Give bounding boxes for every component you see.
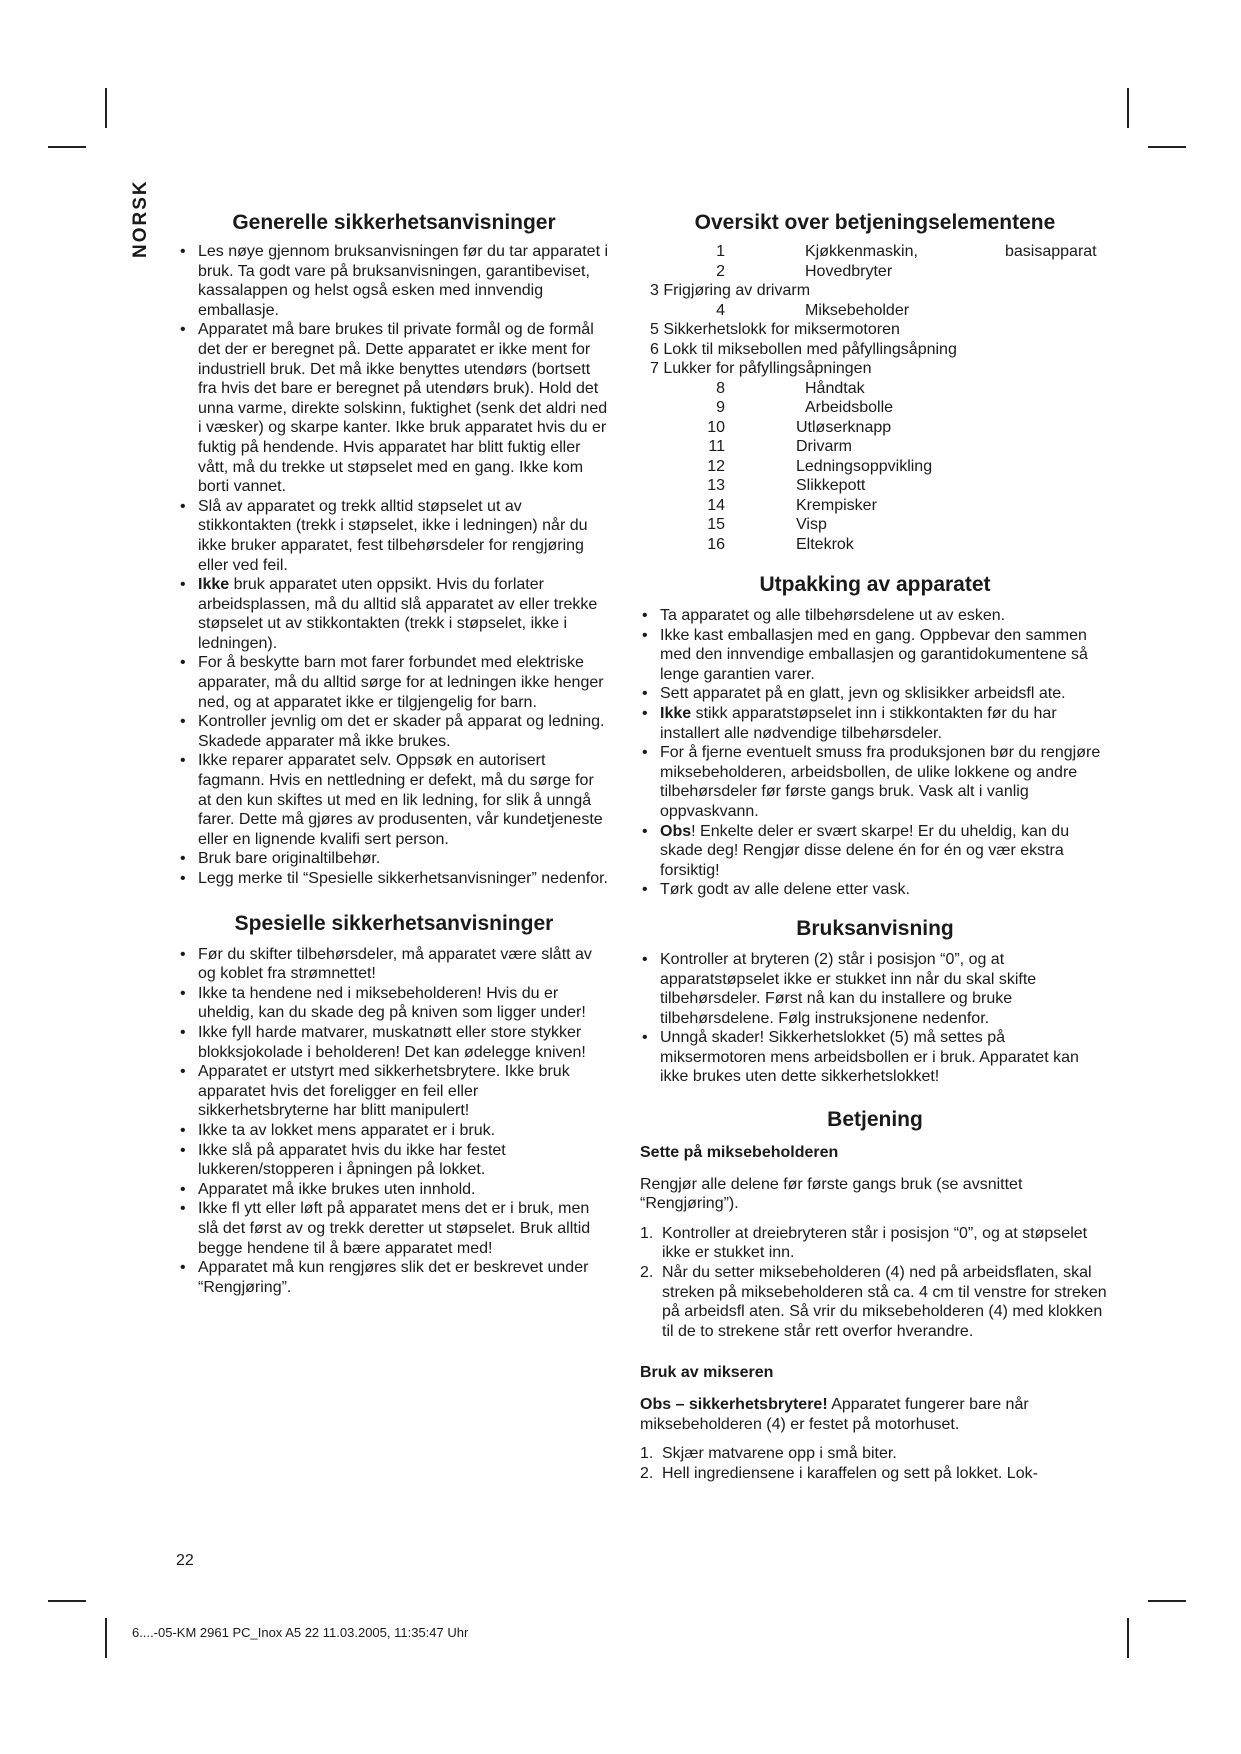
list-item: • Bruk bare originaltilbehør.: [178, 849, 610, 869]
subheading-mount: Sette på miksebeholderen: [640, 1144, 839, 1162]
overview-row: [640, 437, 1110, 457]
step-number: 1.: [640, 1445, 654, 1463]
overview-label: Ledningsoppvikling: [796, 457, 933, 475]
overview-number: 8: [716, 379, 725, 397]
heading-operation: Betjening: [827, 1108, 923, 1132]
list-item-text: bruk apparatet uten oppsikt. Hvis du forlater arbeidsplassen, må du alltid slå apparatet av eller trekke støpselet ut av stikkontakten (trekk i støpselet, ikke i ledningen).: [198, 576, 598, 652]
crop-mark-top-right-v: [1127, 88, 1129, 128]
list-item-text: stikk apparatstøpselet inn i stikkontakten før du har installert alle nødvendige tilbehørsdeler.: [660, 704, 1057, 742]
use-warning: [640, 1395, 1110, 1434]
mount-steps: [640, 1224, 1110, 1342]
overview-row: [640, 340, 1110, 360]
list-item: [640, 1464, 1110, 1484]
list-item: • Ikke fyll harde matvarer, muskatnøtt eller store stykker blokksjokolade i beholderen! Det kan ødelegge kniven!: [178, 1023, 610, 1062]
heading-special-safety: Spesielle sikkerhetsanvisninger: [234, 911, 554, 935]
right-column: [640, 210, 1110, 1483]
mount-intro: Rengjør alle delene før første gangs bruk (se avsnittet “Rengjøring”).: [640, 1175, 1023, 1213]
overview-label: Kjøkkenmaskin,: [805, 243, 918, 260]
list-item: [640, 1444, 1110, 1464]
list-item: [640, 1224, 1110, 1263]
overview-number: 2: [716, 262, 725, 280]
list-item: • Kontroller jevnlig om det er skader på apparat og ledning. Skadede apparater må ikke brukes.: [178, 712, 610, 751]
step-number: 2.: [640, 1464, 654, 1482]
overview-label: Håndtak: [805, 379, 865, 397]
step-text: Når du setter miksebeholderen (4) ned på arbeidsflaten, skal streken på miksebeholderen stå ca. 4 cm til venstre for streken på arbeidsfl aten. Så vrir du miksebeholderen (4) med klokken til de to strekene står rett overfor hverandre.: [662, 1264, 1107, 1340]
overview-label: Visp: [796, 516, 827, 533]
warning-label: Obs – sikkerhetsbrytere!: [640, 1396, 828, 1413]
emphasis: Obs: [660, 822, 692, 840]
list-item: • Kontroller at bryteren (2) står i posisjon “0”, og at apparatstøpselet ikke er stukket inn når du skal skifte tilbehørsdeler. Først nå kan du installere og bruke tilbehørsdelene. Følg instruksjonene nedenfor.: [640, 950, 1110, 1028]
warning-text: Apparatet fungerer bare når miksebeholderen (4) er festet på motorhuset.: [640, 1396, 1029, 1433]
list-item: • Apparatet må bare brukes til private formål og de formål det der er beregnet på. Dette apparatet er ikke ment for industriell bruk. Det må ikke benyttes utendørs (bortsett fra hvis det bare er beregnet på utendørs bruk). Hold det unna varme, direkte solskinn, fuktighet (senk det aldri ned i væsker) og skarpe kanter. Ikke bruk apparatet hvis du er fuktig på hendende. Hvis apparatet har blitt fuktig eller vått, må du trekke ut støpselet med en gang. Ikke kom borti vannet.: [178, 320, 610, 496]
overview-label: Eltekrok: [796, 535, 854, 553]
unpacking-list: [640, 606, 1110, 900]
emphasis: Ikke: [660, 704, 692, 722]
overview-row: [640, 301, 1110, 321]
overview-label: Utløserknapp: [796, 418, 892, 436]
overview-label: Arbeidsbolle: [805, 399, 894, 416]
overview-label: Drivarm: [796, 438, 852, 455]
crop-mark-bottom-left-v: [105, 1618, 107, 1658]
overview-label: 5 Sikkerhetslokk for miksermotoren: [650, 321, 900, 338]
list-item: • Sett apparatet på en glatt, jevn og sklisikker arbeidsfl ate.: [640, 684, 1110, 704]
overview-row: [640, 398, 1110, 418]
overview-row: [640, 535, 1110, 555]
overview-number: 1: [716, 243, 725, 260]
overview-row: [640, 281, 1110, 301]
special-safety-list: [178, 945, 610, 1298]
list-item: • For å beskytte barn mot farer forbundet med elektriske apparater, må du alltid sørge for at ledningen ikke henger ned, og at apparatet ikke er tilgjengelig for barn.: [178, 653, 610, 712]
list-item: • Apparatet er utstyrt med sikkerhetsbrytere. Ikke bruk apparatet hvis det foreligger en feil eller sikkerhetsbryterne har blitt manipulert!: [178, 1062, 610, 1121]
heading-usage: Bruksanvisning: [796, 916, 954, 940]
overview-label: Krempisker: [796, 496, 877, 514]
crop-mark-top-left-h: [48, 146, 86, 148]
overview-list: [640, 242, 1110, 554]
list-item: • Ikke ta hendene ned i miksebeholderen! Hvis du er uheldig, kan du skade deg på kniven som ligger under!: [178, 984, 610, 1023]
list-item: • Ikke reparer apparatet selv. Oppsøk en autorisert fagmann. Hvis en nettledning er defekt, må du sørge for at den kun skiftes ut med en lik ledning, for slik å unngå farer. Dette må gjøres av produsenten, vår kundetjeneste eller en lignende kvalifi sert person.: [178, 751, 610, 849]
overview-row: [640, 457, 1110, 477]
overview-number: 14: [707, 496, 725, 514]
step-text: Hell ingrediensene i karaffelen og sett på lokket. Lok-: [662, 1464, 1038, 1482]
overview-number: 9: [716, 399, 725, 416]
overview-row: [640, 496, 1110, 516]
list-item: • Unngå skader! Sikkerhetslokket (5) må settes på miksermotoren mens arbeidsbollen er i bruk. Apparatet kan ikke brukes uten dette sikkerhetslokket!: [640, 1028, 1110, 1087]
overview-number: 16: [707, 535, 725, 553]
overview-label: Hovedbryter: [805, 262, 893, 280]
list-item: • Slå av apparatet og trekk alltid støpselet ut av stikkontakten (trekk i støpselet, ikke i ledningen) når du ikke bruker apparatet, fest tilbehørsdeler for rengjøring eller ved feil.: [178, 497, 610, 575]
overview-label: Slikkepott: [796, 477, 866, 494]
print-info: 6....-05-KM 2961 PC_Inox A5 22 11.03.2005, 11:35:47 Uhr: [132, 1625, 469, 1640]
overview-row: [640, 418, 1110, 438]
overview-label: 7 Lukker for påfyllingsåpningen: [650, 360, 872, 377]
overview-row: [640, 359, 1110, 379]
list-item: • Ikke ta av lokket mens apparatet er i bruk.: [178, 1121, 610, 1141]
list-item: • Ikke fl ytt eller løft på apparatet mens det er i bruk, men slå det først av og trekk deretter ut støpselet. Bruk alltid begge hendene til å bære apparatet med!: [178, 1199, 610, 1258]
overview-row: [640, 476, 1110, 496]
list-item: • Ikke slå på apparatet hvis du ikke har festet lukkeren/stopperen i åpningen på lokket.: [178, 1141, 610, 1180]
list-item-text: ! Enkelte deler er svært skarpe! Er du uheldig, kan du skade deg! Rengjør disse delene én for én og vær ekstra forsiktig!: [660, 822, 1070, 879]
list-item: • Les nøye gjennom bruksanvisningen før du tar apparatet i bruk. Ta godt vare på bruksanvisningen, garantibeviset, kassalappen og helst også esken med innvendig emballasje.: [178, 242, 610, 320]
subheading-use: Bruk av mikseren: [640, 1364, 774, 1382]
list-item: [640, 704, 1110, 743]
use-steps: [640, 1444, 1110, 1483]
crop-mark-bottom-right-h: [1148, 1600, 1186, 1602]
left-column: [178, 210, 610, 1297]
overview-number: 12: [707, 457, 725, 475]
list-item: • Tørk godt av alle delene etter vask.: [640, 880, 1110, 900]
overview-number: 4: [716, 301, 725, 319]
list-item: • For å fjerne eventuelt smuss fra produksjonen bør du rengjøre miksebeholderen, arbeidsbollen, de ulike lokkene og andre tilbehørsdeler før første gangs bruk. Vask alt i vanlig oppvaskvann.: [640, 743, 1110, 821]
page-number: 22: [176, 1552, 194, 1569]
list-item: • Legg merke til “Spesielle sikkerhetsanvisninger” nedenfor.: [178, 869, 610, 889]
list-item: • Ikke kast emballasjen med en gang. Oppbevar den sammen med den innvendige emballasjen og garantidokumentene så lenge garantien varer.: [640, 626, 1110, 685]
overview-row: [640, 262, 1110, 282]
heading-overview: Oversikt over betjeningselementene: [694, 211, 1056, 234]
emphasis: Ikke: [198, 576, 230, 594]
crop-mark-bottom-right-v: [1127, 1618, 1129, 1658]
overview-label: 3 Frigjøring av drivarm: [650, 282, 811, 299]
overview-number: 15: [707, 516, 725, 533]
overview-label: Miksebeholder: [805, 301, 910, 319]
crop-mark-top-right-h: [1148, 146, 1186, 148]
heading-general-safety: Generelle sikkerhetsanvisninger: [232, 211, 556, 234]
overview-label: 6 Lokk til miksebollen med påfyllingsåpning: [650, 340, 957, 358]
overview-row: [640, 242, 1110, 262]
overview-row: [640, 379, 1110, 399]
language-tab: NORSK: [130, 179, 151, 258]
step-text: Kontroller at dreiebryteren står i posisjon “0”, og at støpselet ikke er stukket inn.: [662, 1224, 1088, 1262]
overview-number: 10: [707, 418, 725, 436]
step-number: 2.: [640, 1264, 654, 1282]
list-item: [640, 822, 1110, 881]
list-item: • Apparatet må ikke brukes uten innhold.: [178, 1180, 610, 1200]
list-item: [640, 1263, 1110, 1341]
list-item: • Apparatet må kun rengjøres slik det er beskrevet under “Rengjøring”.: [178, 1258, 610, 1297]
overview-number: 13: [707, 477, 725, 494]
list-item: • Før du skifter tilbehørsdeler, må apparatet være slått av og koblet fra strømnettet!: [178, 945, 610, 984]
crop-mark-bottom-left-h: [48, 1600, 86, 1602]
general-safety-list: [178, 242, 610, 889]
list-item: [178, 575, 610, 653]
overview-row: [640, 320, 1110, 340]
overview-row: [640, 515, 1110, 535]
step-text: Skjær matvarene opp i små biter.: [662, 1445, 897, 1463]
step-number: 1.: [640, 1224, 654, 1242]
usage-list: [640, 950, 1110, 1087]
overview-label-extra: basisapparat: [1005, 243, 1097, 260]
crop-mark-top-left-v: [105, 88, 107, 128]
list-item: • Ta apparatet og alle tilbehørsdelene ut av esken.: [640, 606, 1110, 626]
heading-unpacking: Utpakking av apparatet: [759, 573, 991, 596]
overview-number: 11: [708, 438, 725, 455]
